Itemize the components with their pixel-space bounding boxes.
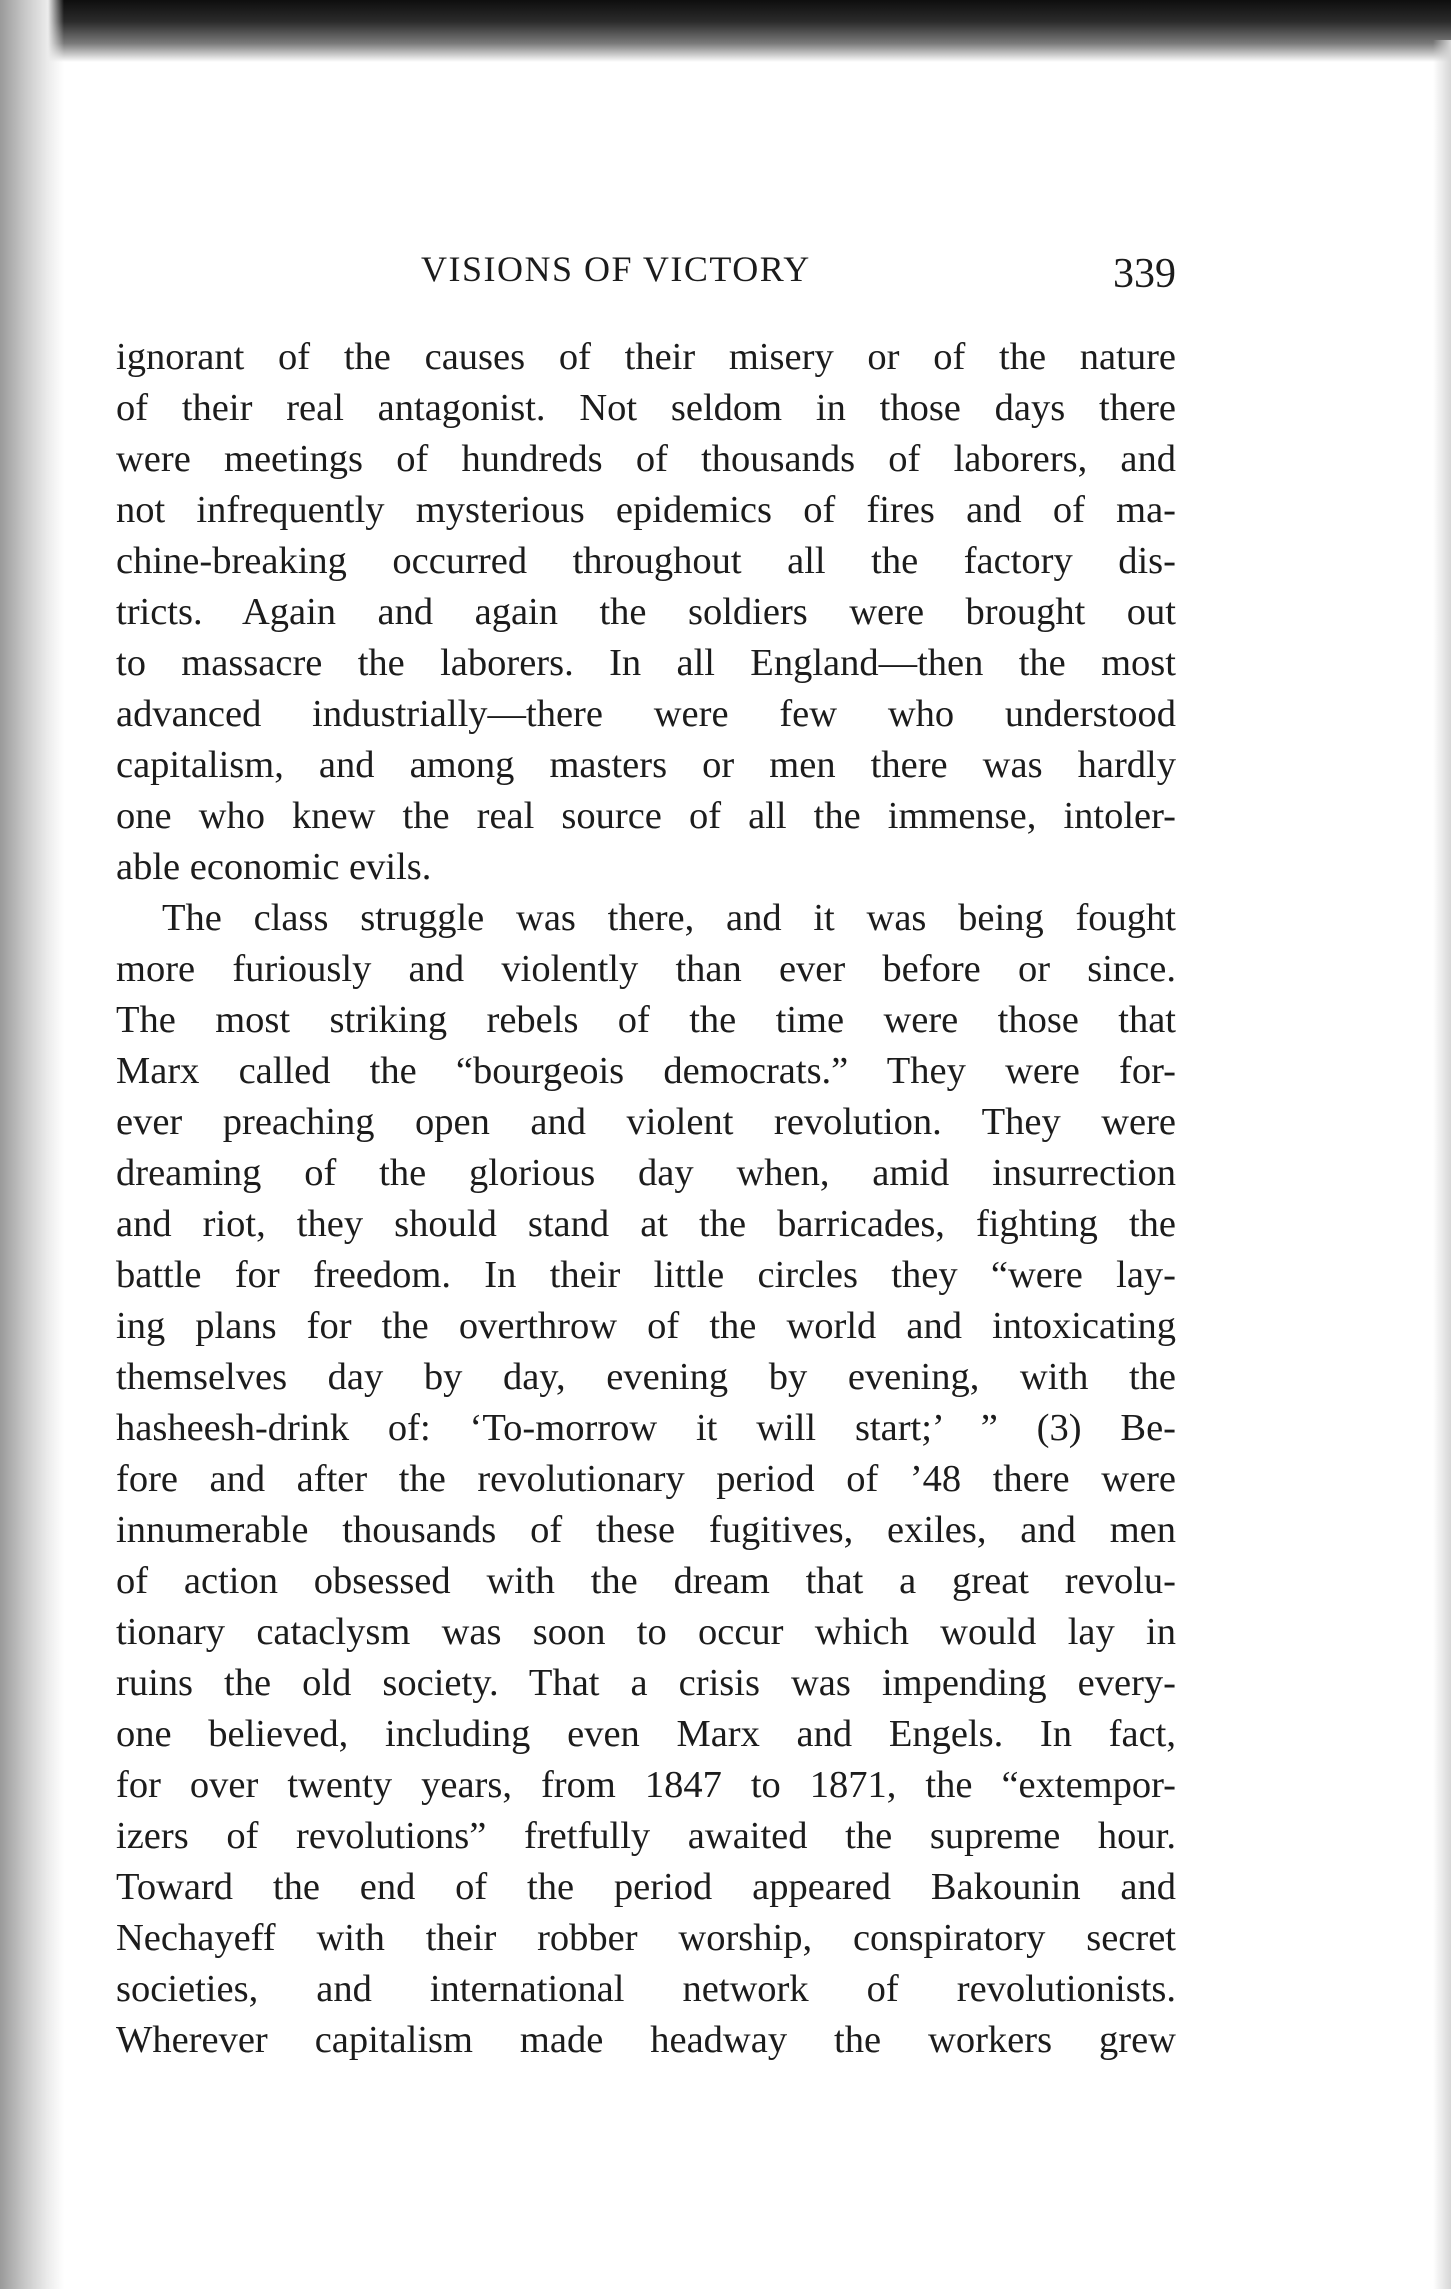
- text-line: one believed, including even Marx and Engels. In fact,: [116, 1713, 1176, 1755]
- text-line: ruins the old society. That a crisis was impending every-: [116, 1662, 1176, 1704]
- paragraph-first-line: The class struggle was there, and it was being fought: [162, 897, 1176, 939]
- text-line: one who knew the real source of all the immense, intoler-: [116, 795, 1176, 837]
- text-line: ever preaching open and violent revolution. They were: [116, 1101, 1176, 1143]
- text-line: The most striking rebels of the time were those that: [116, 999, 1176, 1041]
- text-line: ing plans for the overthrow of the world and intoxicating: [116, 1305, 1176, 1347]
- text-line: innumerable thousands of these fugitives, exiles, and men: [116, 1509, 1176, 1551]
- body-text: [116, 332, 1176, 2066]
- scan-shadow-top: [0, 0, 1451, 62]
- text-line: Wherever capitalism made headway the workers grew: [116, 2019, 1176, 2061]
- text-line: themselves day by day, evening by evening, with the: [116, 1356, 1176, 1398]
- book-page: [116, 240, 1176, 2061]
- text-line: tionary cataclysm was soon to occur which would lay in: [116, 1611, 1176, 1653]
- text-line: dreaming of the glorious day when, amid insurrection: [116, 1152, 1176, 1194]
- text-line: capitalism, and among masters or men there was hardly: [116, 744, 1176, 786]
- text-line: Toward the end of the period appeared Bakounin and: [116, 1866, 1176, 1908]
- text-line: Marx called the “bourgeois democrats.” They were for-: [116, 1050, 1176, 1092]
- running-head-title: VISIONS OF VICTORY: [421, 249, 811, 289]
- text-line: fore and after the revolutionary period of ’48 there were: [116, 1458, 1176, 1500]
- page-number: 339: [1113, 251, 1176, 297]
- text-line: for over twenty years, from 1847 to 1871, the “extempor-: [116, 1764, 1176, 1806]
- text-line: Nechayeff with their robber worship, conspiratory secret: [116, 1917, 1176, 1959]
- text-line: ignorant of the causes of their misery or of the nature: [116, 336, 1176, 378]
- scan-shadow-left: [0, 0, 64, 2289]
- text-line: advanced industrially—there were few who understood: [116, 693, 1176, 735]
- text-line: battle for freedom. In their little circles they “were lay-: [116, 1254, 1176, 1296]
- text-line: societies, and international network of revolutionists.: [116, 1968, 1176, 2010]
- text-line: izers of revolutions” fretfully awaited the supreme hour.: [116, 1815, 1176, 1857]
- paragraph-end-line: able economic evils.: [116, 846, 432, 888]
- text-line: chine-breaking occurred throughout all the factory dis-: [116, 540, 1176, 582]
- text-line: tricts. Again and again the soldiers were brought out: [116, 591, 1176, 633]
- text-line: to massacre the laborers. In all England—then the most: [116, 642, 1176, 684]
- text-line: not infrequently mysterious epidemics of fires and of ma-: [116, 489, 1176, 531]
- text-line: of action obsessed with the dream that a great revolu-: [116, 1560, 1176, 1602]
- scan-shadow-right: [1433, 40, 1451, 2289]
- text-line: more furiously and violently than ever before or since.: [116, 948, 1176, 990]
- running-head: [116, 240, 1176, 340]
- text-line: hasheesh-drink of: ‘To-morrow it will start;’ ” (3) Be-: [116, 1407, 1176, 1449]
- text-line: were meetings of hundreds of thousands of laborers, and: [116, 438, 1176, 480]
- text-line: of their real antagonist. Not seldom in those days there: [116, 387, 1176, 429]
- text-line: and riot, they should stand at the barricades, fighting the: [116, 1203, 1176, 1245]
